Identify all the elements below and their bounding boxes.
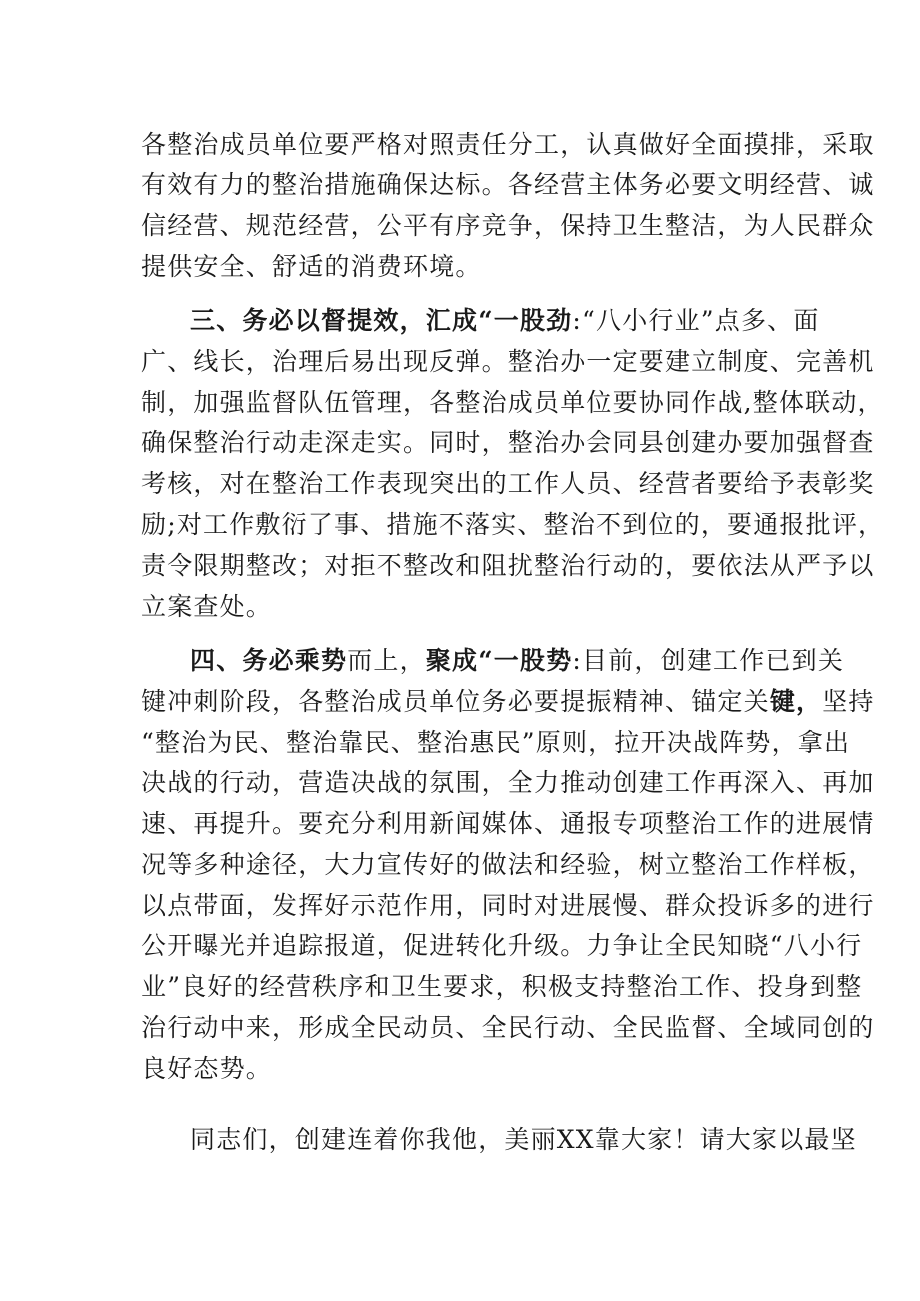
paragraph-line: 考核，对在整治工作表现突出的工作人员、经营者要给予表彰奖 xyxy=(141,469,875,498)
section-four-heading: 四、务必乘势 xyxy=(190,646,348,675)
section-four-first-line xyxy=(190,641,845,681)
section-four-heading-end: 聚成“一股势 xyxy=(425,646,573,675)
paragraph-line: 公开曝光并追踪报道，促进转化升级。力争让全民知晓“八小行 xyxy=(141,931,863,960)
paragraph-line: 以点带面，发挥好示范作用，同时对进展慢、群众投诉多的进行 xyxy=(141,891,875,920)
paragraph-line: 决战的行动，营造决战的氛围，全力推动创建工作再深入、再加 xyxy=(141,768,875,797)
line-segment: 键冲刺阶段，各整治成员单位务必要提振精神、锚定关 xyxy=(141,687,770,716)
section-four-intro: :目前，创建工作已到关 xyxy=(572,646,845,675)
paragraph-line: “整治为民、整治靠民、整治惠民”原则，拉开决战阵势，拿出 xyxy=(141,728,851,757)
bold-segment: 键， xyxy=(769,687,823,716)
paragraph-line: 提供安全、舒适的消费环境。 xyxy=(141,252,482,281)
paragraph-line: 责令限期整改；对拒不整改和阻扰整治行动的，要依法从严予以 xyxy=(141,551,875,580)
paragraph-line: 良好态势。 xyxy=(141,1054,273,1083)
paragraph-line: 信经营、规范经营，公平有序竞争，保持卫生整洁，为人民群众 xyxy=(141,211,875,240)
paragraph-line: 制，加强监督队伍管理，各整治成员单位要协同作战,整体联动， xyxy=(141,388,884,417)
section-four-heading-mid: 而上， xyxy=(347,646,426,675)
paragraph-line: 况等多种途径，大力宣传好的做法和经验，树立整治工作样板， xyxy=(141,850,875,879)
paragraph-line: 各整治成员单位要严格对照责任分工，认真做好全面摸排，采取 xyxy=(141,130,875,159)
line-segment: 坚持 xyxy=(822,687,875,716)
paragraph-line: 广、线长，治理后易出现反弹。整治办一定要建立制度、完善机 xyxy=(141,347,875,376)
paragraph-line xyxy=(141,682,875,722)
section-three-first-line xyxy=(190,301,840,341)
paragraph-line: 有效有力的整治措施确保达标。各经营主体务必要文明经营、诚 xyxy=(141,170,875,199)
paragraph-line: 励;对工作敷衍了事、措施不落实、整治不到位的，要通报批评， xyxy=(141,510,885,539)
paragraph-line: 业”良好的经营秩序和卫生要求，积极支持整治工作、投身到整 xyxy=(141,972,863,1001)
paragraph-line: 速、再提升。要充分利用新闻媒体、通报专项整治工作的进展情 xyxy=(141,809,875,838)
paragraph-line: 确保整治行动走深走实。同时，整治办会同县创建办要加强督查 xyxy=(141,428,875,457)
paragraph-line: 治行动中来，形成全民动员、全民行动、全民监督、全域同创的 xyxy=(141,1013,875,1042)
section-three-heading: 三、务必以督提效，汇成“一股劲 xyxy=(190,306,573,335)
closing-line: 同志们，创建连着你我他，美丽XX靠大家！请大家以最坚 xyxy=(190,1125,857,1154)
section-three-intro: :“八小行业”点多、面 xyxy=(572,306,820,335)
paragraph-line: 立案查处。 xyxy=(141,592,273,621)
